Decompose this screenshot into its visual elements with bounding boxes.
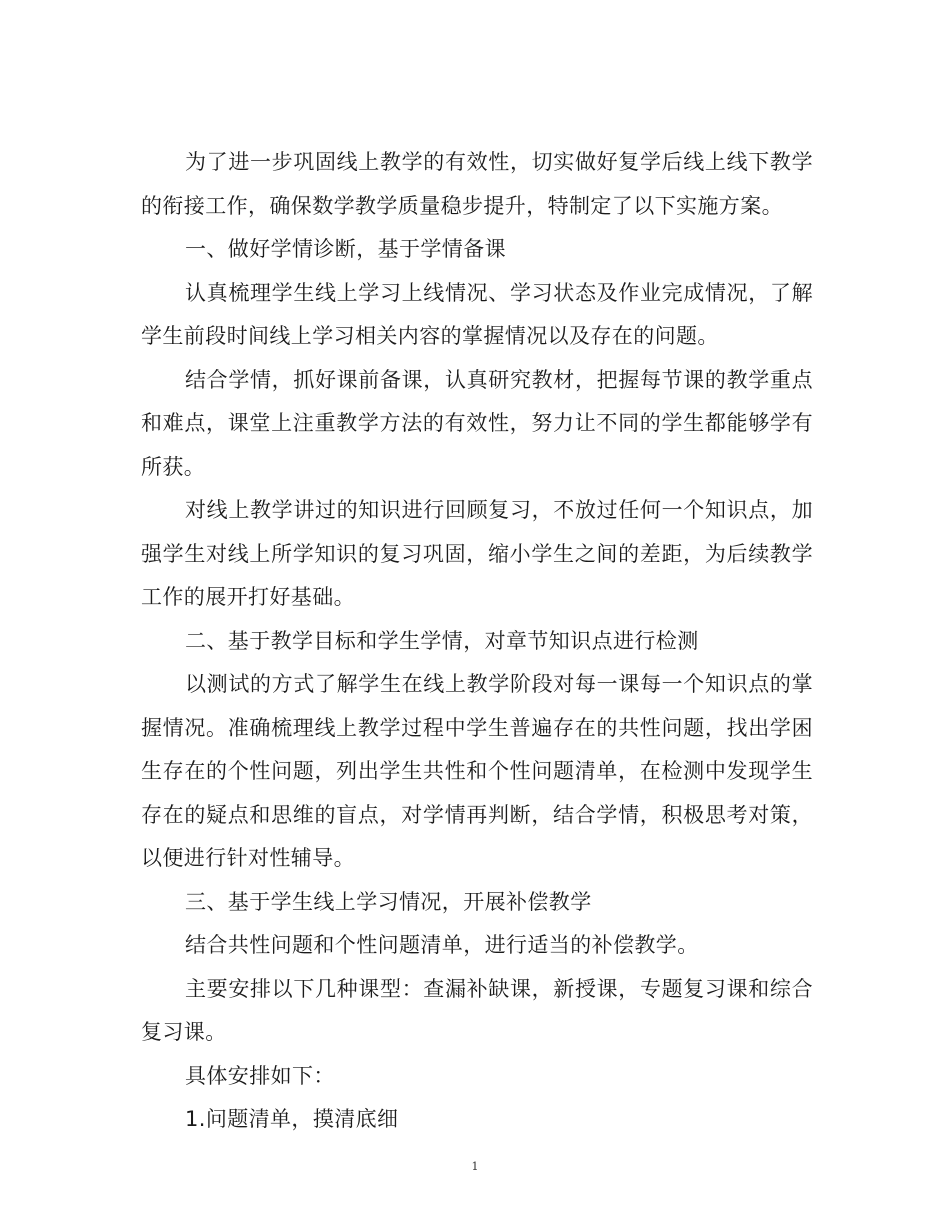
page-number: 1 [471,1160,479,1173]
section-1-paragraph-1: 认真梳理学生线上学习上线情况、学习状态及作业完成情况，了解学生前段时间线上学习相关内容的掌握情况以及存在的问题。 [141,280,813,348]
intro-paragraph: 为了进一步巩固线上教学的有效性，切实做好复学后线上线下教学的衔接工作，确保数学教学质量稳步提升，特制定了以下实施方案。 [141,150,813,218]
section-3-paragraph-1: 结合共性问题和个性问题清单，进行适当的补偿教学。 [185,933,699,957]
section-3-paragraph-3: 具体安排如下： [185,1063,335,1088]
section-heading-1: 一、做好学情诊断，基于学情备课 [185,237,506,261]
section-1-paragraph-3: 对线上教学讲过的知识进行回顾复习，不放过任何一个知识点，加强学生对线上所学知识的复习巩固，缩小学生之间的差距，为后续教学工作的展开打好基础。 [141,498,813,609]
section-3-paragraph-2: 主要安排以下几种课型：查漏补缺课，新授课，专题复习课和综合复习课。 [141,976,813,1044]
section-heading-2: 二、基于教学目标和学生学情，对章节知识点进行检测 [185,628,699,653]
section-heading-3: 三、基于学生线上学习情况，开展补偿教学 [185,889,592,914]
subsection-heading-1: 1.问题清单，摸清底细 [185,1107,399,1131]
document-body [141,141,813,1142]
section-1-paragraph-2: 结合学情，抓好课前备课，认真研究教材，把握每节课的教学重点和难点，课堂上注重教学方法的有效性，努力让不同的学生都能够学有所获。 [141,367,813,479]
section-2-paragraph-1: 以测试的方式了解学生在线上教学阶段对每一课每一个知识点的掌握情况。准确梳理线上教学过程中学生普遍存在的共性问题，找出学困生存在的个性问题，列出学生共性和个性问题清单，在检测中发现学生存在的疑点和思维的盲点，对学情再判断，结合学情，积极思考对策，以便进行针对性辅导。 [141,672,813,870]
